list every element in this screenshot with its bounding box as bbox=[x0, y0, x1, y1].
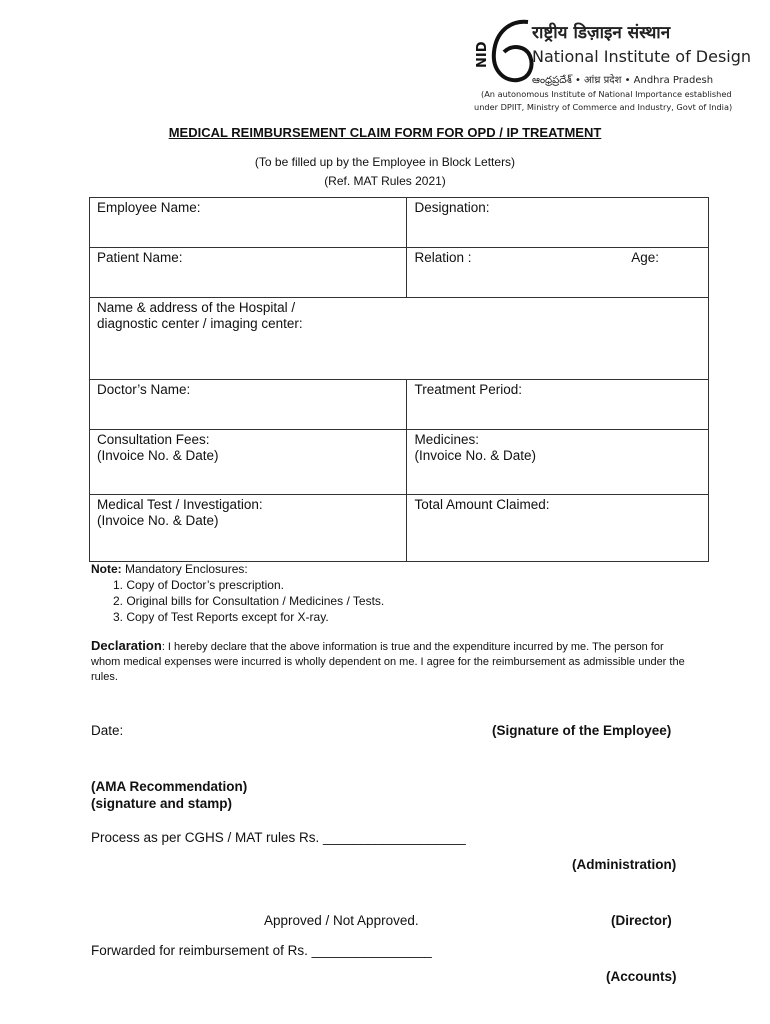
director-label: (Director) bbox=[611, 913, 672, 928]
treatment-period-label: Treatment Period: bbox=[414, 382, 523, 397]
declaration-label: Declaration bbox=[91, 638, 162, 653]
medical-test-field[interactable] bbox=[90, 495, 407, 562]
note-label: Note: bbox=[91, 562, 122, 576]
svg-text:NID: NID bbox=[475, 41, 490, 68]
ama-signature-stamp-label: (signature and stamp) bbox=[91, 796, 233, 811]
note-text: Mandatory Enclosures: bbox=[121, 562, 248, 576]
date-label: Date: bbox=[91, 723, 124, 738]
forwarded-amount-line: Forwarded for reimbursement of Rs. ________________ bbox=[91, 943, 432, 958]
consultation-label: Consultation Fees: bbox=[97, 432, 210, 447]
enclosure-item: 3. Copy of Test Reports except for X-ray. bbox=[113, 610, 329, 624]
form-reference: (Ref. MAT Rules 2021) bbox=[324, 174, 446, 188]
enclosure-item: 2. Original bills for Consultation / Medicines / Tests. bbox=[113, 594, 385, 608]
nid-logo bbox=[470, 18, 538, 88]
consultation-invoice-label: (Invoice No. & Date) bbox=[97, 448, 219, 463]
patient-name-field[interactable] bbox=[90, 248, 407, 298]
medicines-field[interactable] bbox=[407, 430, 709, 495]
patient-name-label: Patient Name: bbox=[97, 250, 183, 265]
medical-test-invoice-label: (Invoice No. & Date) bbox=[97, 513, 219, 528]
declaration-text: : I hereby declare that the above information is true and the expenditure incurred by me. The person for whom medical expenses were incurred is wholly dependent on me. I agree for the reimbursement as admissible under the rules. bbox=[91, 641, 685, 683]
relation-label: Relation : bbox=[414, 250, 472, 265]
doctor-name-label: Doctor’s Name: bbox=[97, 382, 191, 397]
medicines-invoice-label: (Invoice No. & Date) bbox=[414, 448, 537, 463]
note-heading bbox=[91, 562, 248, 576]
consultation-fees-field[interactable] bbox=[90, 430, 407, 495]
relation-age-field[interactable] bbox=[407, 248, 709, 298]
hospital-label-line1: Name & address of the Hospital / bbox=[97, 300, 296, 315]
enclosure-item: 1. Copy of Doctor’s prescription. bbox=[113, 578, 284, 592]
total-amount-label: Total Amount Claimed: bbox=[414, 497, 550, 512]
treatment-period-field[interactable] bbox=[407, 380, 709, 430]
form-title: MEDICAL REIMBURSEMENT CLAIM FORM FOR OPD / IP TREATMENT bbox=[168, 125, 602, 140]
employee-name-field[interactable] bbox=[90, 198, 407, 248]
employee-name-label: Employee Name: bbox=[97, 200, 201, 215]
medical-test-label: Medical Test / Investigation: bbox=[97, 497, 263, 512]
claim-form-table bbox=[89, 197, 709, 562]
declaration-paragraph bbox=[91, 638, 691, 685]
hospital-address-field[interactable] bbox=[90, 298, 709, 380]
administration-label: (Administration) bbox=[572, 857, 677, 872]
process-amount-line: Process as per CGHS / MAT rules Rs. ___________________ bbox=[91, 830, 466, 845]
institute-location: ఆంధ్రప్రదేశ్ • आंध्र प्रदेश • Andhra Pradesh bbox=[532, 75, 714, 86]
medicines-label: Medicines: bbox=[414, 432, 480, 447]
autonomous-note-line2: under DPIIT, Ministry of Commerce and Industry, Govt of India) bbox=[474, 102, 733, 112]
accounts-label: (Accounts) bbox=[606, 969, 677, 984]
designation-label: Designation: bbox=[414, 200, 490, 215]
age-label: Age: bbox=[631, 250, 659, 265]
institute-hindi-name: राष्ट्रीय डिज़ाइन संस्थान bbox=[532, 23, 671, 43]
total-amount-field[interactable] bbox=[407, 495, 709, 562]
doctor-name-field[interactable] bbox=[90, 380, 407, 430]
form-subtitle: (To be filled up by the Employee in Block Letters) bbox=[254, 155, 516, 169]
employee-signature-label: (Signature of the Employee) bbox=[492, 723, 672, 738]
designation-field[interactable] bbox=[407, 198, 709, 248]
ama-recommendation-label: (AMA Recommendation) bbox=[91, 779, 248, 794]
autonomous-note-line1: (An autonomous Institute of National Importance established bbox=[481, 89, 732, 99]
institute-english-name: National Institute of Design bbox=[532, 47, 752, 66]
approval-status: Approved / Not Approved. bbox=[264, 913, 419, 928]
hospital-label-line2: diagnostic center / imaging center: bbox=[97, 316, 303, 331]
